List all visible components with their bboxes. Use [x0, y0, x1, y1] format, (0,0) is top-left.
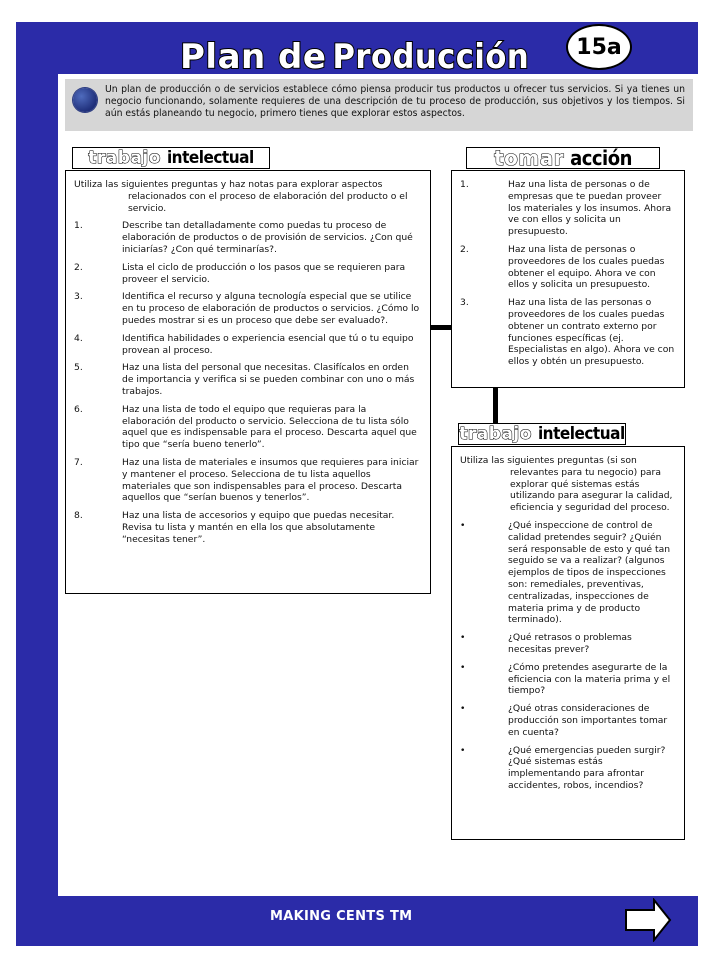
intro-text: Un plan de producción o de servicios establece cómo piensa producir tus productos u ofrecer tus servicios. Si ya tienes un negocio funcionando, solamente requieres de una descripción de tu proceso de producción, sus objetivos y los tiempos. Si aún estás planeando tu negocio, primero tienes que explorar estos aspectos. — [105, 84, 685, 119]
connector-horizontal — [430, 325, 452, 330]
next-arrow-icon[interactable] — [624, 898, 672, 942]
footer-brand: MAKING CENTS TM — [270, 909, 413, 924]
left-section-box — [65, 170, 431, 594]
left-header-word1: trabajo — [88, 148, 161, 168]
list-item: 8. Haz una lista de accesorios y equipo que puedas necesitar. Revisa tu lista y mantén en ella los que absolutamente “necesitas tener”. — [74, 510, 395, 545]
list-item: 3. Haz una lista de las personas o proveedores de los cuales puedas obtener un contrato externo por funciones específicas (ej. Especialistas en algo). Ahora ve con ellos y obtén un presupuesto. — [460, 297, 675, 368]
left-section-list — [74, 220, 422, 545]
list-item: 2. Haz una lista de personas o proveedores de los cuales puedas obtener el equipo. Ahora ve con ellos y solicita un presupuesto. — [460, 243, 665, 291]
right-bottom-section-lead: Utiliza las siguientes preguntas (si son relevantes para tu negocio) para explorar qué sistemas estás utilizando para asegurar la calidad, eficiencia y seguridad del proceso. — [460, 455, 673, 514]
list-item: 1. Describe tan detalladamente como puedas tu proceso de elaboración de productos o de provisión de servicios. ¿Con qué iniciarías? ¿Con qué terminarías?. — [74, 220, 413, 255]
intro-box — [65, 79, 693, 131]
left-frame-bar — [16, 22, 58, 946]
connector-vertical — [493, 387, 498, 423]
right-top-section-header — [466, 147, 660, 169]
list-item: • ¿Cómo pretendes asegurarte de la eficiencia con la materia prima y el tiempo? — [460, 661, 671, 697]
title-part1: Plan de — [180, 37, 327, 77]
list-item: 4. Identifica habilidades o experiencia esencial que tú o tu equipo provean al proceso. — [74, 332, 414, 356]
list-item: • ¿Qué retrasos o problemas necesitas prever? — [460, 632, 632, 655]
list-item: 6. Haz una lista de todo el equipo que requieras para la elaboración del producto o servicio. Selecciona de tu lista sólo aquel que es indispensable para el proceso. Descarta aquel que tipo que “sería bueno tenerlo”. — [74, 403, 417, 451]
page-title — [180, 24, 530, 77]
title-part2: Producción — [332, 37, 530, 77]
list-item: • ¿Qué otras consideraciones de producción son importantes tomar en cuenta? — [460, 703, 668, 738]
left-header-word2: intelectual — [166, 148, 254, 168]
right-top-header-word2: acción — [570, 146, 632, 170]
list-item: 2. Lista el ciclo de producción o los pasos que se requieren para proveer el servicio. — [74, 261, 406, 285]
page-number-badge: 15a — [566, 24, 632, 70]
list-item: 5. Haz una lista del personal que necesitas. Clasifícalos en orden de importancia y verifica si se pueden combinar con uno o más trabajos. — [74, 362, 415, 397]
list-item: 3. Identifica el recurso y alguna tecnología especial que se utilice en tu proceso de elaboración de productos o servicios. ¿Cómo lo puedes mostrar si es un proceso que debe ser evaluado?. — [74, 291, 420, 326]
right-top-header-word1: tomar — [494, 146, 565, 170]
right-bottom-section-box — [451, 446, 685, 840]
left-section-header — [72, 147, 270, 169]
list-item: 7. Haz una lista de materiales e insumos que requieres para iniciar y mantener el proceso. Selecciona de tu lista aquellos materiales que son indispensables para el proceso. Descarta aquellos que “serían buenos y tenerlos”. — [74, 456, 419, 504]
right-bottom-header-word1: trabajo — [459, 424, 532, 444]
right-top-section-box — [451, 170, 685, 388]
left-section-lead: Utiliza las siguientes preguntas y haz notas para explorar aspectos relacionados con el proceso de elaboración del producto o el servicio. — [74, 179, 408, 214]
right-bottom-header-word2: intelectual — [537, 424, 625, 444]
list-item: • ¿Qué inspeccione de control de calidad pretendes seguir? ¿Quién será responsable de esto y qué tan seguido se va a realizar? (algunos ejemplos de tipos de inspecciones son: remediales, preventivas, centralizadas, inspecciones de materia prima y de producto terminado). — [460, 519, 671, 626]
list-item: • ¿Qué emergencias pueden surgir? ¿Qué sistemas estás implementando para afrontar accidentes, robos, incendios? — [460, 744, 666, 791]
list-item: 1. Haz una lista de personas o de empresas que te puedan proveer los materiales y los insumos. Ahora ve con ellos y solicita un presupuesto. — [460, 179, 672, 238]
bullet-circle-icon — [73, 88, 97, 112]
right-bottom-section-header — [458, 423, 626, 445]
